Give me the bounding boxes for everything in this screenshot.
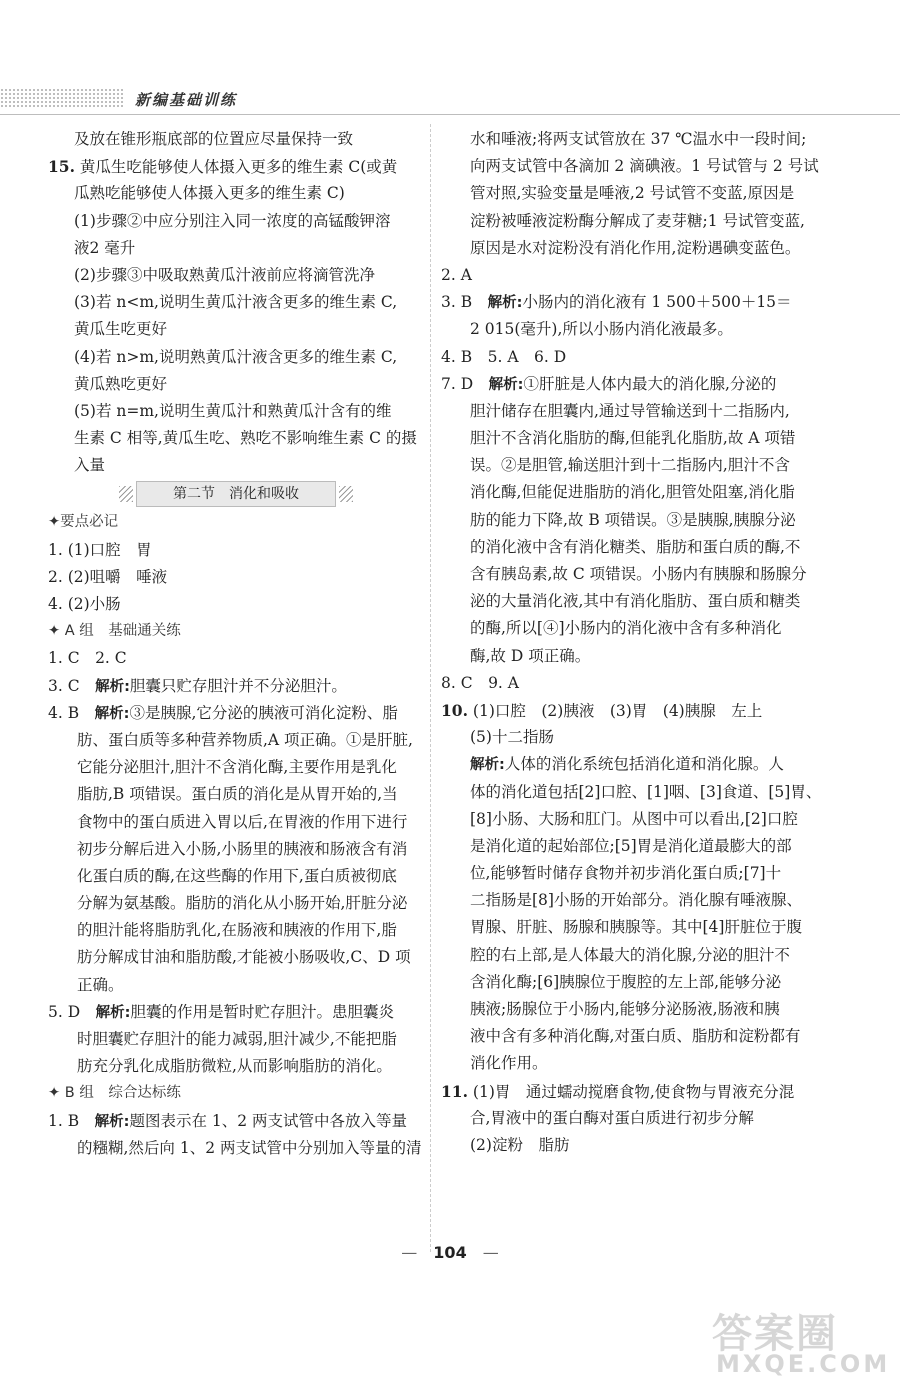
answer-line: 1. (1)口腔 胃 xyxy=(48,540,152,559)
text-line: 肪分解成甘油和脂肪酸,才能被小肠吸收,C、D 项 xyxy=(77,948,411,967)
header-rule xyxy=(0,114,900,115)
text-line: 的胆汁能将脂肪乳化,在肠液和胰液的作用下,脂 xyxy=(77,921,397,940)
text-line: (2)淀粉 脂肪 xyxy=(470,1135,570,1154)
text-line: (1)步骤②中应分别注入同一浓度的高锰酸钾溶 xyxy=(74,211,391,230)
text-line: (2)步骤③中吸取熟黄瓜汁液前应将滴管洗净 xyxy=(74,265,375,284)
text-line: 水和唾液;将两支试管放在 37 ℃温水中一段时间; xyxy=(470,130,807,148)
text-line: 胆汁不含消化脂肪的酶,但能乳化脂肪,故 A 项错 xyxy=(470,429,796,448)
section-banner: 第二节 消化和吸收 xyxy=(136,481,336,507)
analysis-line: 解析:人体的消化系统包括消化道和消化腺。人 xyxy=(470,755,784,774)
text-line: [8]小肠、大肠和肛门。从图中可以看出,[2]口腔 xyxy=(470,809,798,828)
text-line: 消化作用。 xyxy=(470,1054,548,1073)
page-number: — 104 — xyxy=(401,1243,499,1262)
text-line: 食物中的蛋白质进入胃以后,在胃液的作用下进行 xyxy=(77,812,408,831)
text-line: 黄瓜熟吃更好 xyxy=(74,374,168,393)
section-heading: ✦ A 组 基础通关练 xyxy=(48,623,181,640)
text-line: 分解为氨基酸。脂肪的消化从小肠开始,肝脏分泌 xyxy=(77,894,408,913)
watermark-logo: 答案圈 xyxy=(712,1311,838,1357)
text-line: 泌的大量消化液,其中有消化脂肪、蛋白质和糖类 xyxy=(470,592,801,611)
right-column xyxy=(441,126,828,1159)
answer-5: 5. D 解析:胆囊的作用是暂时贮存胆汁。患胆囊炎 xyxy=(48,1002,394,1021)
header-dot-pattern xyxy=(0,88,125,108)
answer-7: 7. D 解析:①肝脏是人体内最大的消化腺,分泌的 xyxy=(441,374,777,393)
text-line: 胰液;肠腺位于小肠内,能够分泌肠液,肠液和胰 xyxy=(470,1000,780,1018)
text-line: 入量 xyxy=(74,456,106,475)
text-line: 的酶,所以[④]小肠内的消化液中含有多种消化 xyxy=(470,619,782,638)
answer-10: 10. (1)口腔 (2)胰液 (3)胃 (4)胰腺 左上 xyxy=(441,700,763,720)
text-line: 它能分泌胆汁,胆汁不含消化酶,主要作用是乳化 xyxy=(77,758,397,777)
text-line: 位,能够暂时储存食物并初步消化蛋白质;[7]十 xyxy=(470,864,782,883)
text-line: 肪、蛋白质等多种营养物质,A 项正确。①是肝脏, xyxy=(77,730,413,749)
question-15: 15. 黄瓜生吃能够使人体摄入更多的维生素 C(或黄 xyxy=(48,157,398,177)
text-line: 是消化道的起始部位;[5]胃是消化道最膨大的部 xyxy=(470,836,792,855)
text-line: 合,胃液中的蛋白酶对蛋白质进行初步分解 xyxy=(470,1108,754,1127)
text-line: 时胆囊贮存胆汁的能力减弱,胆汁减少,不能把脂 xyxy=(77,1030,397,1048)
text-line: 体的消化道包括[2]口腔、[1]咽、[3]食道、[5]胃、 xyxy=(470,782,822,801)
answer-4: 4. B 解析:③是胰腺,它分泌的胰液可消化淀粉、脂 xyxy=(48,703,398,722)
answer-3: 3. C 解析:胆囊只贮存胆汁并不分泌胆汁。 xyxy=(48,676,347,695)
answer-11: 11. (1)胃 通过蠕动搅磨食物,使食物与胃液充分混 xyxy=(441,1081,795,1101)
text-line: 管对照,实验变量是唾液,2 号试管不变蓝,原因是 xyxy=(470,184,795,203)
text-line: (5)若 n=m,说明生黄瓜汁和熟黄瓜汁含有的维 xyxy=(74,401,392,420)
text-line: 向两支试管中各滴加 2 滴碘液。1 号试管与 2 号试 xyxy=(470,157,819,176)
text-line: 的消化液中含有消化糖类、脂肪和蛋白质的酶,不 xyxy=(470,537,801,556)
text-line: 淀粉被唾液淀粉酶分解成了麦芽糖;1 号试管变蓝, xyxy=(470,211,805,230)
answer-line: 8. C 9. A xyxy=(441,673,519,692)
text-line: 消化酶,但能促进脂肪的消化,胆管处阻塞,消化脂 xyxy=(470,483,795,502)
left-column xyxy=(48,126,422,1162)
series-title: 新编基础训练 xyxy=(135,91,238,109)
text-line: 2 015(毫升),所以小肠内消化液最多。 xyxy=(470,320,733,339)
text-line: 瓜熟吃能够使人体摄入更多的维生素 C) xyxy=(74,184,345,203)
answer-line: 2. A xyxy=(441,265,472,284)
section-heading: ✦要点必记 xyxy=(48,514,119,531)
text-line: 原因是水对淀粉没有消化作用,淀粉遇碘变蓝色。 xyxy=(470,238,801,257)
text-line: 二指肠是[8]小肠的开始部分。消化腺有唾液腺、 xyxy=(470,891,802,910)
text-line: 及放在锥形瓶底部的位置应尽量保持一致 xyxy=(74,130,354,148)
text-line: 含有胰岛素,故 C 项错误。小肠内有胰腺和肠腺分 xyxy=(470,565,807,583)
section-heading: ✦ B 组 综合达标练 xyxy=(48,1085,181,1102)
answer-line: 2. (2)咀嚼 唾液 xyxy=(48,567,168,586)
text-line: 黄瓜生吃更好 xyxy=(74,320,168,339)
answer-line: 4. B 5. A 6. D xyxy=(441,347,567,366)
text-line: 生素 C 相等,黄瓜生吃、熟吃不影响维生素 C 的摄 xyxy=(74,429,417,448)
text-line: 液2 毫升 xyxy=(74,238,136,257)
text-line: 误。②是胆管,输送胆汁到十二指肠内,胆汁不含 xyxy=(470,456,790,475)
text-line: (4)若 n>m,说明熟黄瓜汁液含更多的维生素 C, xyxy=(74,347,398,366)
answer-line: 1. C 2. C xyxy=(48,649,127,668)
answer-b1: 1. B 解析:题图表示在 1、2 两支试管中各放入等量 xyxy=(48,1111,408,1130)
text-line: 化蛋白质的酶,在这些酶的作用下,蛋白质被彻底 xyxy=(77,866,397,885)
text-line: (3)若 n<m,说明生黄瓜汁液含更多的维生素 C, xyxy=(74,293,398,312)
text-line: 正确。 xyxy=(77,975,124,994)
text-line: 的糨糊,然后向 1、2 两支试管中分别加入等量的清 xyxy=(77,1138,422,1157)
answer-3: 3. B 解析:小肠内的消化液有 1 500＋500＋15＝ xyxy=(441,293,792,312)
text-line: 胆汁储存在胆囊内,通过导管输送到十二指肠内, xyxy=(470,401,790,420)
text-line: 初步分解后进入小肠,小肠里的胰液和肠液含有消 xyxy=(77,839,408,858)
text-line: 酶,故 D 项正确。 xyxy=(470,646,591,665)
text-line: 脂肪,B 项错误。蛋白质的消化是从胃开始的,当 xyxy=(77,785,398,804)
text-line: 含消化酶;[6]胰腺位于腹腔的左上部,能够分泌 xyxy=(470,972,782,991)
text-line: 肪的能力下降,故 B 项错误。③是胰腺,胰腺分泌 xyxy=(470,510,796,529)
column-divider xyxy=(430,124,431,1252)
text-line: 肪充分乳化成脂肪微粒,从而影响脂肪的消化。 xyxy=(77,1057,392,1076)
text-line: 腔的右上部,是人体最大的消化腺,分泌的胆汁不 xyxy=(470,945,790,964)
text-line: 液中含有多种消化酶,对蛋白质、脂肪和淀粉都有 xyxy=(470,1027,801,1046)
text-line: (5)十二指肠 xyxy=(470,728,554,747)
watermark-url: MXQE.COM xyxy=(716,1350,891,1378)
answer-line: 4. (2)小肠 xyxy=(48,595,121,613)
text-line: 胃腺、肝脏、肠腺和胰腺等。其中[4]肝脏位于腹 xyxy=(470,918,802,937)
